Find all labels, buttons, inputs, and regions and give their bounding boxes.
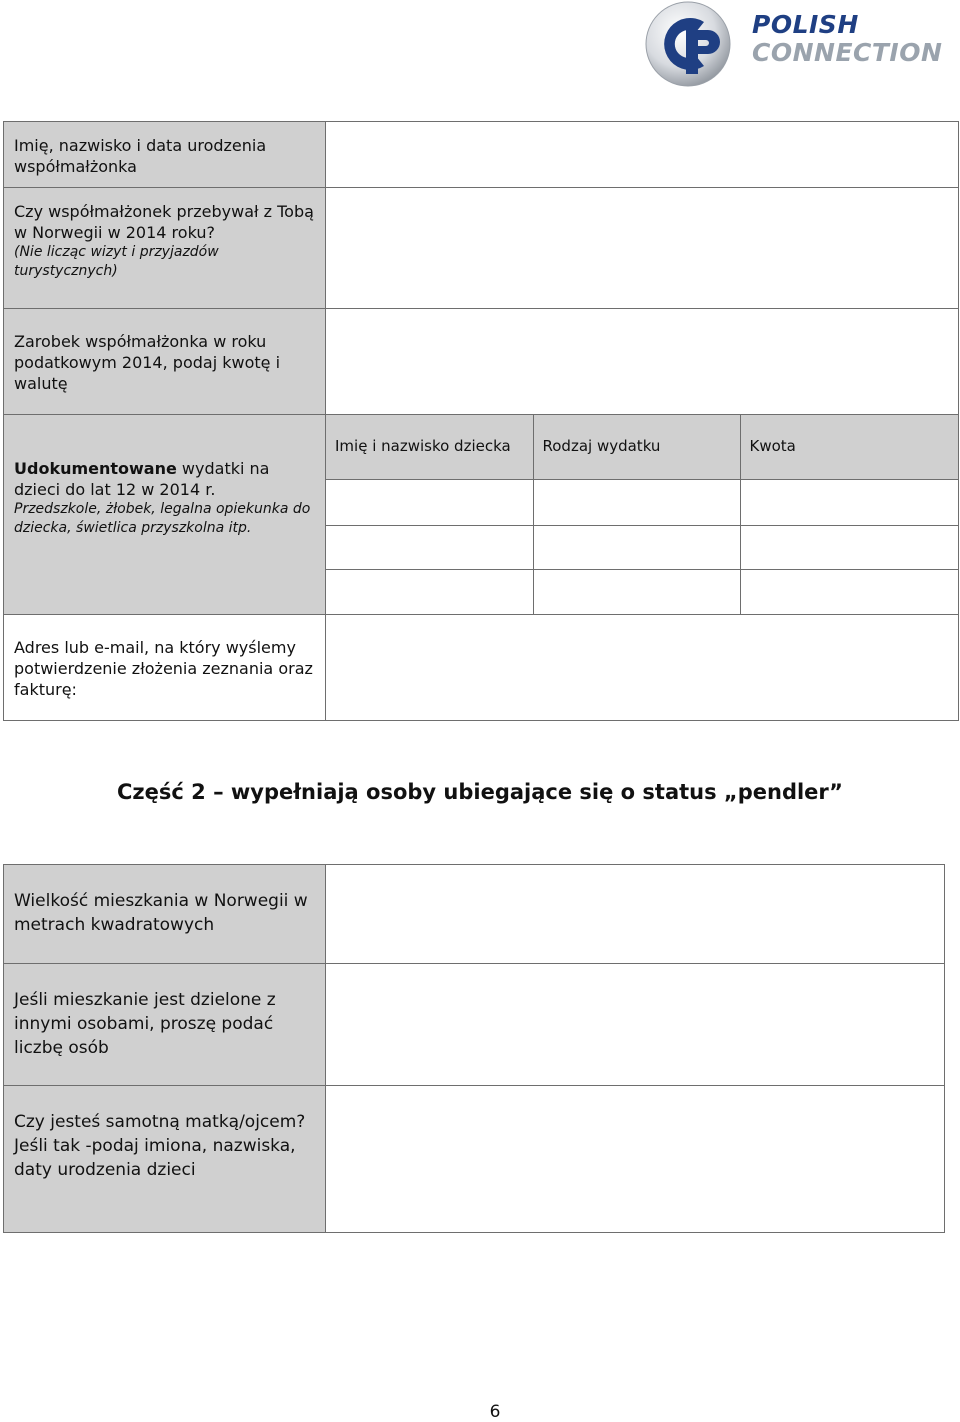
childcare-label-text: wydatki na dzieci do lat 12 w 2014 r. [14,459,270,499]
childcare-note: Przedszkole, żłobek, legalna opiekunka do dziecka, świetlica przyszkolna itp. [14,501,311,536]
amount-input[interactable] [740,525,958,569]
child-name-input[interactable] [326,570,533,614]
childcare-label [4,415,326,615]
column-header-expense-type: Rodzaj wydatku [533,415,740,480]
shared-apartment-label: Jeśli mieszkanie jest dzielone z innymi osobami, proszę podać liczbę osób [4,964,326,1086]
spouse-stay-question: Czy współmałżonek przebywał z Tobą w Norwegii w 2014 roku? [14,202,314,242]
part1-form-table [3,121,959,721]
spouse-name-label: Imię, nazwisko i data urodzenia współmałżonka [4,122,326,188]
spouse-income-field[interactable] [326,309,959,415]
logo-text-polish: POLISH [752,10,859,39]
expense-type-input[interactable] [533,525,740,569]
shared-apartment-field[interactable] [326,964,945,1086]
expense-type-input[interactable] [533,570,740,614]
spouse-stay-field[interactable] [326,188,959,309]
address-label: Adres lub e-mail, na który wyślemy potwierdzenie złożenia zeznania oraz fakturę: [4,615,326,721]
expense-type-input[interactable] [533,480,740,525]
amount-input[interactable] [740,570,958,614]
apartment-size-label: Wielkość mieszkania w Norwegii w metrach kwadratowych [4,865,326,964]
column-header-amount: Kwota [740,415,958,480]
spouse-income-label: Zarobek współmałżonka w roku podatkowym 2014, podaj kwotę i walutę [4,309,326,415]
childcare-expenses-table [326,415,958,614]
spouse-stay-note: (Nie licząc wizyt i przyjazdów turystycznych) [14,244,219,279]
child-name-input[interactable] [326,480,533,525]
child-name-input[interactable] [326,525,533,569]
cp-logo-icon [642,0,742,90]
single-parent-field[interactable] [326,1086,945,1233]
address-field[interactable] [326,615,959,721]
column-header-child-name: Imię i nazwisko dziecka [326,415,533,480]
section-title-part2: Część 2 – wypełniają osoby ubiegające się o status „pendler” [117,780,843,804]
single-parent-label: Czy jesteś samotną matką/ojcem? Jeśli tak -podaj imiona, nazwiska, daty urodzenia dzieci [4,1086,326,1233]
spouse-stay-label [4,188,326,309]
spouse-name-field[interactable] [326,122,959,188]
childcare-label-bold: Udokumentowane [14,459,177,478]
company-logo [642,0,942,90]
logo-text-connection: CONNECTION [752,38,943,67]
amount-input[interactable] [740,480,958,525]
part2-form-table [3,864,945,1233]
childcare-table-cell [326,415,959,615]
page-number: 6 [489,1402,501,1422]
apartment-size-field[interactable] [326,865,945,964]
